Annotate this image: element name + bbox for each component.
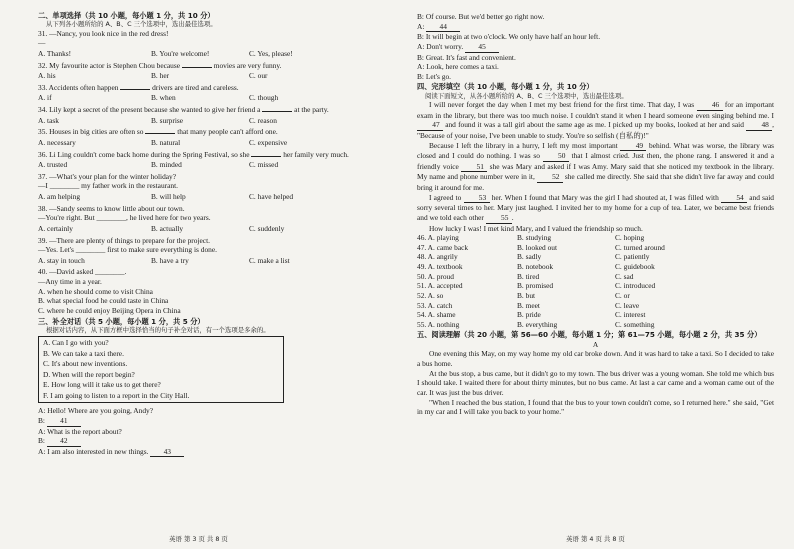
dialog-text: What is the report about? bbox=[47, 426, 122, 436]
options-box bbox=[38, 336, 284, 403]
option: C. reason bbox=[249, 115, 277, 125]
option: 49. A. textbook bbox=[417, 262, 463, 272]
option: C. missed bbox=[249, 160, 279, 170]
answer-blank: 53 bbox=[464, 193, 490, 204]
option: C. have helped bbox=[249, 192, 294, 202]
dialog bbox=[417, 12, 774, 81]
dialog-line bbox=[38, 447, 383, 458]
option: C. turned around bbox=[615, 242, 665, 252]
options-row bbox=[417, 301, 774, 311]
option: A. am helping bbox=[38, 192, 81, 202]
answer-blank: 48 bbox=[746, 120, 772, 131]
options-row bbox=[38, 224, 383, 234]
box-option: E. How long will it take us to get there? bbox=[43, 380, 161, 390]
question bbox=[38, 105, 383, 125]
dialog-text: Don't worry. bbox=[426, 41, 466, 51]
option: A. necessary bbox=[38, 137, 76, 147]
speaker: A: bbox=[38, 426, 48, 436]
option: A. his bbox=[38, 71, 56, 81]
options-row bbox=[417, 281, 774, 291]
option: 54. A. shame bbox=[417, 310, 456, 320]
question-text: 33. Accidents often happen drivers are tired and careless. bbox=[38, 82, 239, 92]
answer-blank: 51 bbox=[461, 162, 487, 173]
option: B. studying bbox=[517, 233, 552, 243]
options-row bbox=[417, 243, 774, 253]
dialog-line bbox=[417, 62, 774, 72]
options-row bbox=[417, 310, 774, 320]
speaker: A: bbox=[417, 41, 427, 51]
answer-blank: 45 bbox=[465, 42, 499, 53]
dialog-text: I am also interested in new things. bbox=[47, 446, 151, 456]
option: B. minded bbox=[151, 160, 182, 170]
passage-letter: A bbox=[592, 339, 599, 349]
dialog-text: Hello! Where are you going, Andy? bbox=[47, 406, 154, 416]
speaker: B: bbox=[417, 32, 426, 42]
question-line: —I ________ my father work in the restaurant. bbox=[38, 181, 178, 191]
page-footer: 英语 第 4 页 共 8 页 bbox=[566, 534, 625, 543]
multiple-choice-list bbox=[38, 29, 383, 266]
speaker: A: bbox=[38, 446, 48, 456]
answer-blank: 43 bbox=[150, 447, 184, 458]
page-footer: 英语 第 3 页 共 8 页 bbox=[169, 534, 228, 543]
options-row bbox=[38, 256, 383, 266]
option: B. You're welcome! bbox=[151, 48, 210, 58]
answer-blank: 54 bbox=[721, 193, 747, 204]
answer-blank bbox=[145, 133, 175, 134]
option: B. but bbox=[517, 290, 536, 300]
dialog bbox=[38, 406, 383, 457]
option: C. or bbox=[615, 290, 630, 300]
option: C. patiently bbox=[615, 252, 650, 262]
option: B. her bbox=[151, 71, 170, 81]
question-line: —You're right. But ________, he lived here for two years. bbox=[38, 213, 211, 223]
dialog-text: Great. It's fast and convenient. bbox=[425, 52, 516, 62]
options-row bbox=[38, 138, 383, 148]
option: 51. A. accepted bbox=[417, 281, 463, 291]
box-option: D. When will the report begin? bbox=[43, 369, 135, 379]
speaker: B: bbox=[417, 52, 426, 62]
question bbox=[38, 204, 383, 234]
speaker: A: bbox=[417, 62, 427, 72]
question bbox=[38, 83, 383, 103]
option: A. if bbox=[38, 93, 52, 103]
answer-blank: 41 bbox=[47, 416, 81, 427]
dialog-line bbox=[417, 32, 774, 42]
option: B. what special food he could taste in China bbox=[38, 296, 169, 306]
cloze-paragraph: Because I left the library in a hurry, I left my most important 49 behind. What was worse, the library was closed and I could do nothing. I was so 50 that I almost cried. Just then, the phone rang. I answered it and a friendly voice 51 she was Mary and asked if I was Amy. Mary said that she noticed my textbook in the library. My name and phone number were in it, 52 she called me directly. She said that she didn't live far away and could bring it around for me. bbox=[417, 140, 774, 193]
option: B. will help bbox=[151, 192, 186, 202]
option: C. though bbox=[249, 93, 279, 103]
answer-blank: 49 bbox=[620, 141, 646, 152]
option: B. pride bbox=[517, 310, 541, 320]
option: B. surprise bbox=[151, 115, 184, 125]
option: B. looked out bbox=[517, 242, 558, 252]
box-option: B. We can take a taxi there. bbox=[43, 348, 124, 358]
answer-blank: 50 bbox=[543, 151, 569, 162]
dialog-line bbox=[417, 72, 774, 82]
options-row bbox=[417, 262, 774, 272]
option: B. natural bbox=[151, 137, 181, 147]
answer-blank: 42 bbox=[47, 436, 81, 447]
passage-paragraph: One evening this May, on my way home my old car broke down. And it was hard to take a taxi. So I decided to take a bus home. bbox=[417, 349, 774, 369]
speaker: A: bbox=[417, 21, 427, 31]
option: B. promised bbox=[517, 281, 554, 291]
option: B. tired bbox=[517, 271, 540, 281]
speaker: B: bbox=[417, 12, 426, 21]
question bbox=[38, 61, 383, 81]
speaker: B: bbox=[417, 71, 426, 81]
cloze-paragraph: How lucky I was! I met kind Mary, and I valued the friendship so much. bbox=[429, 223, 643, 233]
options-row bbox=[417, 272, 774, 282]
option: B. everything bbox=[517, 319, 558, 329]
option: C. sad bbox=[615, 271, 634, 281]
cloze-options bbox=[417, 233, 774, 329]
options-row bbox=[38, 160, 383, 170]
passage-paragraph: "When I reached the bus station, I found that the bus to your town couldn't come, so I returned here." she said, "Get in my car and I will take you back to your home." bbox=[417, 397, 774, 417]
dialog-line bbox=[417, 42, 774, 53]
question-line: — bbox=[38, 38, 46, 48]
dialog-text: It will begin at two o'clock. We only have half an hour left. bbox=[425, 32, 601, 42]
section-title: 四、完形填空（共 10 小题，每小题 1 分，共 10 分） bbox=[417, 82, 594, 92]
option: C. expensive bbox=[249, 137, 288, 147]
answer-blank: 44 bbox=[426, 22, 460, 33]
answer-blank: 52 bbox=[537, 172, 563, 183]
question bbox=[38, 127, 383, 147]
dialog-text: Let's go. bbox=[425, 71, 451, 81]
box-option: C. It's about new inventions. bbox=[43, 359, 128, 369]
dialog-line bbox=[417, 53, 774, 63]
dialog-line bbox=[38, 406, 383, 416]
options-row bbox=[417, 233, 774, 243]
answer-blank: 47 bbox=[417, 120, 443, 131]
passage-paragraph: At the bus stop, a bus came, but it didn't go to my town. The bus driver was a young woman. She told me which bus I should take. I waited there for about thirty minutes, but no bus came. At last a car came and a woman came out of the car. It was just the bus driver. bbox=[417, 368, 774, 397]
section-instructions: 阅读下面短文，从各小题所给的 A、B、C 三个选项中，选出最佳选项。 bbox=[425, 91, 628, 100]
option: A. certainly bbox=[38, 223, 73, 233]
option: B. notebook bbox=[517, 262, 554, 272]
option: 52. A. so bbox=[417, 290, 444, 300]
option: A. Thanks! bbox=[38, 48, 72, 58]
speaker: B: bbox=[38, 415, 47, 425]
question-text: 40. —David asked ________. bbox=[38, 267, 127, 277]
option: A. trusted bbox=[38, 160, 68, 170]
options-row bbox=[38, 49, 383, 59]
option: C. introduced bbox=[615, 281, 656, 291]
section-title: 二、单项选择（共 10 小题，每小题 1 分，共 10 分） bbox=[38, 11, 215, 20]
option: 47. A. came back bbox=[417, 242, 469, 252]
option: 53. A. catch bbox=[417, 300, 453, 310]
dialog-text: Look, here comes a taxi. bbox=[426, 62, 499, 72]
option: C. where he could enjoy Beijing Opera in China bbox=[38, 305, 181, 315]
options-row bbox=[38, 192, 383, 202]
option: B. sadly bbox=[517, 252, 542, 262]
options-row bbox=[417, 320, 774, 330]
question-40 bbox=[38, 267, 383, 315]
option: C. leave bbox=[615, 300, 640, 310]
options-row bbox=[38, 71, 383, 81]
question-text: 38. —Sandy seems to know little about our town. bbox=[38, 203, 185, 213]
option: 46. A. playing bbox=[417, 233, 459, 243]
question-line: —Any time in a year. bbox=[38, 277, 102, 287]
question-text: 36. Li Ling couldn't come back home during the Spring Festival, so she her family very much. bbox=[38, 149, 349, 159]
question-line: —Yes. Let's ________ first to make sure everything is done. bbox=[38, 245, 217, 255]
option: B. when bbox=[151, 93, 176, 103]
right-page bbox=[397, 0, 794, 549]
question-text: 39. —There are plenty of things to prepare for the project. bbox=[38, 235, 210, 245]
cloze-paragraph: I will never forget the day when I met my best friend for the first time. That day, I was 46 for an important exam in the library, but there was too much noise. I couldn't stand it when I heard someone even singing behind me. I 47 and found it was a tall girl about the same age as me. I picked up my books, looked at her and said 48 , "Because of your noise, I've been unable to study. You're so selfish (自私的)!" bbox=[417, 100, 774, 140]
question bbox=[38, 236, 383, 266]
option: B. actually bbox=[151, 223, 184, 233]
option: 50. A. proud bbox=[417, 271, 454, 281]
section-instructions: 根据对话内容，从下面方框中选择恰当的句子补全对话，有一个选项是多余的。 bbox=[46, 325, 270, 334]
option: C. guidebook bbox=[615, 262, 655, 272]
option: A. stay in touch bbox=[38, 255, 85, 265]
section-instructions: 从下列各小题所给的 A、B、C 三个选项中，选出最佳选项。 bbox=[46, 20, 217, 29]
dialog-line bbox=[38, 436, 383, 447]
option: 48. A. angrily bbox=[417, 252, 458, 262]
option: C. make a list bbox=[249, 255, 290, 265]
box-option: A. Can I go with you? bbox=[43, 338, 109, 348]
option: 55. A. nothing bbox=[417, 319, 460, 329]
dialog-line bbox=[38, 416, 383, 427]
option: C. hoping bbox=[615, 233, 645, 243]
answer-blank: 46 bbox=[697, 100, 723, 111]
option: B. meet bbox=[517, 300, 540, 310]
section-title: 五、阅读理解（共 20 小题，第 56—60 小题，每小题 1 分；第 61—75 小题，每小题 2 分，共 35 分） bbox=[417, 330, 762, 340]
cloze-paragraph: I agreed to 53 her. When I found that Mary was the girl I had shouted at, I was filled with 54 and said sorry several times to her. Mary just laughed. I invited her to my home for a cup of tea. Later, we became best friends and we told each other 55 . bbox=[417, 192, 774, 222]
options-row bbox=[38, 116, 383, 126]
option: C. suddenly bbox=[249, 223, 285, 233]
box-option: F. I am going to listen to a report in the City Hall. bbox=[43, 390, 190, 400]
section-title: 三、补全对话（共 5 小题，每小题 1 分，共 5 分） bbox=[38, 316, 205, 326]
question bbox=[38, 150, 383, 170]
speaker: A: bbox=[38, 406, 48, 416]
dialog-line bbox=[417, 22, 774, 33]
question-text: 32. My favourite actor is Stephen Chou because movies are very funny. bbox=[38, 60, 282, 70]
dialog-line bbox=[417, 12, 774, 22]
answer-blank bbox=[120, 89, 150, 90]
option: C. something bbox=[615, 319, 655, 329]
question bbox=[38, 172, 383, 202]
option: A. when he should come to visit China bbox=[38, 286, 153, 296]
options-row bbox=[417, 252, 774, 262]
dialog-text: Of course. But we'd better go right now. bbox=[425, 12, 545, 21]
answer-blank bbox=[251, 156, 281, 157]
question-text: 34. Lily kept a secret of the present because she wanted to give her friend a at the party. bbox=[38, 105, 329, 115]
question-text: 35. Houses in big cities are often so that many people can't afford one. bbox=[38, 127, 278, 137]
question bbox=[38, 29, 383, 59]
answer-blank bbox=[182, 67, 212, 68]
question-text: 37. —What's your plan for the winter holiday? bbox=[38, 171, 177, 181]
option: C. interest bbox=[615, 310, 646, 320]
speaker: B: bbox=[38, 436, 47, 446]
dialog-line bbox=[38, 427, 383, 437]
answer-blank bbox=[262, 111, 292, 112]
option: C. Yes, please! bbox=[249, 48, 293, 58]
options-row bbox=[38, 93, 383, 103]
option: A. task bbox=[38, 115, 59, 125]
option: C. our bbox=[249, 71, 268, 81]
option: B. have a try bbox=[151, 255, 189, 265]
options-row bbox=[417, 291, 774, 301]
question-text: 31. —Nancy, you look nice in the red dress! bbox=[38, 28, 169, 38]
answer-blank: 55 bbox=[486, 213, 512, 224]
